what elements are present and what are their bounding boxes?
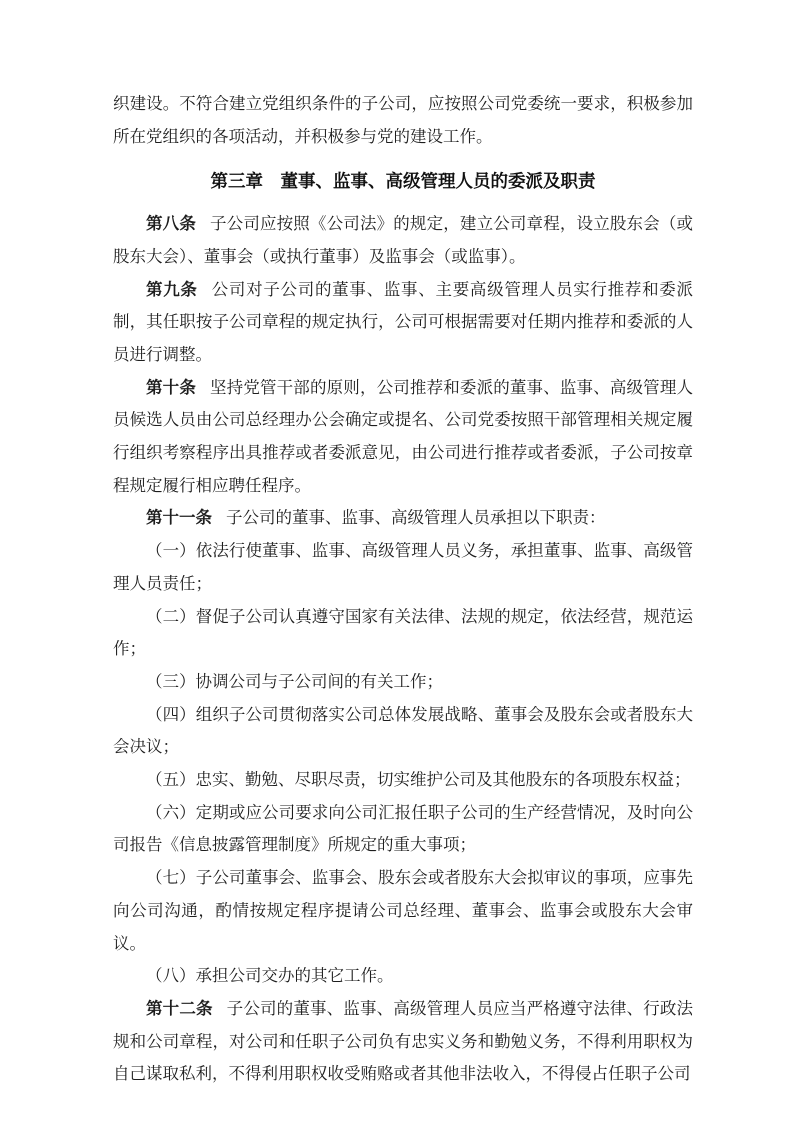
duty-item-3: （三）协调公司与子公司间的有关工作； [146, 671, 443, 691]
article-12-text: 子公司的董事、监事、高级管理人员应当严格遵守法律、行政法规和公司章程，对公司和任职子公司负有忠实义务和勤勉义务，不得利用职权为自己谋取私利，不得利用职权收受贿赂或者其他非法收入，不得侵占任职子公司 [113, 998, 694, 1084]
article-11-label: 第十一条 [146, 508, 212, 528]
continuation-paragraph: 织建设。不符合建立党组织条件的子公司，应按照公司党委统一要求，积极参加所在党组织的各项活动，并积极参与党的建设工作。 [113, 94, 693, 146]
duty-item-2: （二）督促子公司认真遵守国家有关法律、法规的规定，依法经营，规范运作； [113, 606, 693, 659]
article-10 [113, 372, 693, 503]
duty-item-4: （四）组织子公司贯彻落实公司总体发展战略、董事会及股东会或者股东大会决议； [113, 704, 693, 757]
duty-item-6: （六）定期或应公司要求向公司汇报任职子公司的生产经营情况，及时向公司报告《信息披露管理制度》所规定的重大事项； [113, 802, 693, 855]
duty-item-8: （八）承担公司交办的其它工作。 [146, 966, 394, 986]
article-11 [113, 502, 693, 535]
article-10-label: 第十条 [146, 377, 196, 397]
article-8 [113, 208, 693, 273]
chapter-heading: 第三章 董事、监事、高级管理人员的委派及职责 [210, 171, 596, 192]
duty-item-5: （五）忠实、勤勉、尽职尽责，切实维护公司及其他股东的各项股东权益； [146, 770, 691, 790]
duty-item-1: （一）依法行使董事、监事、高级管理人员义务，承担董事、监事、高级管理人员责任； [113, 541, 693, 593]
duty-item-7: （七）子公司董事会、监事会、股东会或者股东大会拟审议的事项，应事先向公司沟通，酌情按规定程序提请公司总经理、董事会、监事会或股东大会审议。 [113, 868, 693, 953]
article-9 [113, 274, 693, 372]
article-9-text: 公司对子公司的董事、监事、主要高级管理人员实行推荐和委派制，其任职按子公司章程的规定执行，公司可根据需要对任期内推荐和委派的人员进行调整。 [113, 279, 694, 364]
article-8-label: 第八条 [146, 214, 196, 234]
article-9-label: 第九条 [146, 279, 198, 299]
article-12 [113, 993, 693, 1091]
article-10-text: 坚持党管干部的原则，公司推荐和委派的董事、监事、高级管理人员候选人员由公司总经理办公会确定或提名、公司党委按照干部管理相关规定履行组织考察程序出具推荐或者委派意见，由公司进行推荐或者委派，子公司按章程规定履行相应聘任程序。 [113, 377, 694, 495]
article-11-text: 子公司的董事、监事、高级管理人员承担以下职责： [226, 508, 606, 528]
article-8-text: 子公司应按照《公司法》的规定，建立公司章程，设立股东会（或股东大会）、董事会（或执行董事）及监事会（或监事）。 [113, 214, 694, 266]
article-12-label: 第十二条 [146, 998, 213, 1018]
